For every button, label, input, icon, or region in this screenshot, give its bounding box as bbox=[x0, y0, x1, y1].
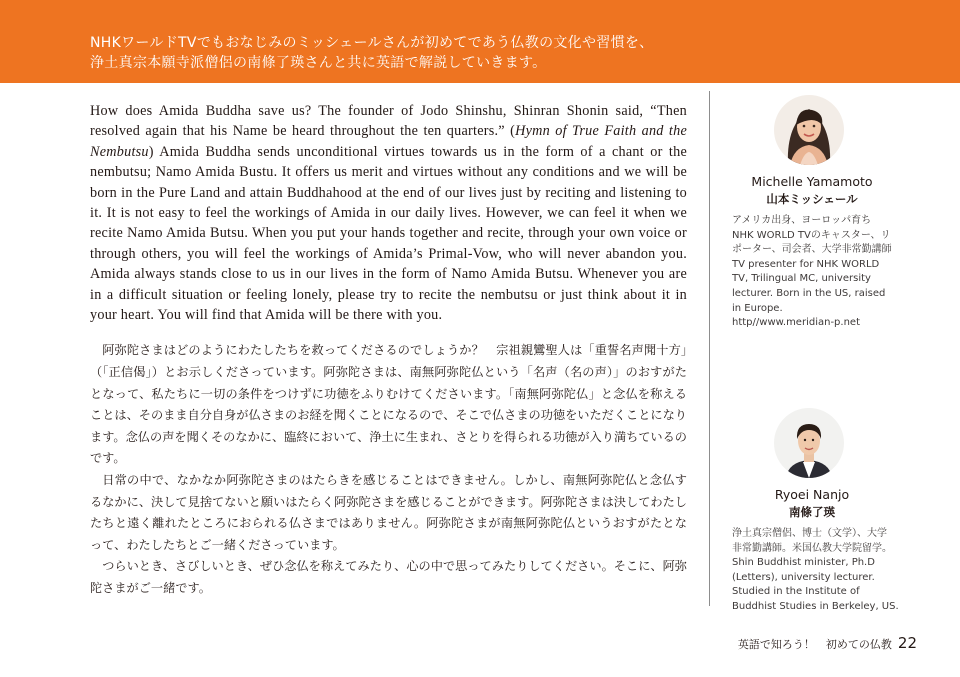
english-book-title: Hymn of True Faith and the Nembutsu bbox=[90, 123, 687, 160]
english-paragraph bbox=[90, 101, 687, 325]
bio-line: 浄土真宗僧侶、博士（文学）、大学 bbox=[732, 528, 887, 539]
japanese-paragraph-1: 阿弥陀さまはどのようにわたしたちを救ってくださるのでしょうか？ 宗祖親鸞聖人は「重誓名声聞十方」（「正信偈」）とお示しくださっています。阿弥陀さまは、南無阿弥陀仏という「名声（名の声）」のおすがたとなって、私たちに一切の条件をつけずに功徳をふりむけてくださいます。「南無阿弥陀仏」と念仏を称えることは、そのまま自分自身が仏さまのお経を聞くことになるので、そこで仏さまの功徳をいただくことになります。念仏の声を聞くそのなかに、臨終において、浄土に生まれ、さとりを得られる功徳が入り満ちているのです。 bbox=[90, 343, 687, 466]
english-text-part-2: ) Amida Buddha sends unconditional virtues towards us in the form of a chant or the nembutsu; Namo Amida Bustu. It offers us merit and virtues without any conditions and we will be born in the Pure Land and attain Buddhahood at the end of our lives just by reciting and listening to it. It is not easy to feel the workings of Amida in our daily lives. However, we can feel it when we recite Namo Amida Butsu. When you put your hands together and recite, through your own voice or through others, you will feel the workings of Amida’s Primal-Vow, who will never abandon you. Amida always stands close to us in our lives in the form of Namo Amida Butsu. Whenever you are in a difficult situation or feeling lonely, please try to recite the nembutsu or just think about it in your heart. You will find that Amida will be there with you. bbox=[90, 143, 687, 324]
bio-line: TV presenter for NHK WORLD bbox=[732, 258, 880, 270]
japanese-paragraph-3: つらいとき、さびしいとき、ぜひ念仏を称えてみたり、心の中で思ってみたりしてください。そこに、阿弥陀さまがご一緒です。 bbox=[90, 559, 687, 595]
japanese-text bbox=[90, 340, 687, 599]
bio-line: アメリカ出身、ヨーロッパ育ち bbox=[732, 215, 872, 226]
michelle-name-en: Michelle Yamamoto bbox=[751, 174, 873, 189]
bio-line: 非常勤講師。米国仏教大学院留学。 bbox=[732, 542, 892, 554]
michelle-bio bbox=[732, 214, 892, 331]
bio-line: Buddhist Studies in Berkeley, US. bbox=[732, 600, 899, 612]
bio-line: in Europe. bbox=[732, 302, 783, 314]
footer-series-title: 英語で知ろう！ 初めての仏教 bbox=[737, 638, 892, 651]
banner-line-2: 浄土真宗本願寺派僧侶の南條了瑛さんと共に英語で解説していきます。 bbox=[90, 55, 547, 71]
banner-text bbox=[90, 33, 654, 73]
banner-line-1: NHKワールドTVでもおなじみのミッシェールさんが初めてであう仏教の文化や習慣を、 bbox=[90, 35, 654, 51]
page-number: 22 bbox=[897, 634, 917, 652]
ryoei-name-ja: 南條了瑛 bbox=[789, 505, 835, 519]
bio-line: TV, Trilingual MC, university bbox=[732, 273, 871, 285]
english-text-part-1: How does Amida Buddha save us? The founder of Jodo Shinshu, Shinran Shonin said, “Then resolved again that his Name be heard throughout the ten quarters.” ( bbox=[90, 103, 687, 140]
bio-line: Studied in the Institute of bbox=[732, 586, 860, 598]
michelle-name-ja: 山本ミッシェール bbox=[766, 192, 858, 206]
page-footer bbox=[738, 634, 917, 652]
bio-line: lecturer. Born in the US, raised bbox=[732, 287, 886, 299]
column-divider bbox=[709, 91, 710, 606]
bio-line: Shin Buddhist minister, Ph.D bbox=[732, 557, 875, 569]
bio-line: NHK WORLD TVのキャスター、リ bbox=[732, 229, 891, 241]
profile-ryoei bbox=[732, 408, 899, 615]
bio-line: http//www.meridian-p.net bbox=[732, 317, 860, 329]
main-column bbox=[90, 101, 687, 600]
ryoei-bio bbox=[732, 527, 899, 615]
bio-line: (Letters), university lecturer. bbox=[732, 571, 875, 583]
bio-line: ポーター、司会者、大学非常勤講師 bbox=[732, 244, 892, 256]
header-banner bbox=[0, 0, 960, 83]
ryoei-name-en: Ryoei Nanjo bbox=[774, 487, 850, 502]
profile-michelle bbox=[732, 95, 892, 331]
michelle-portrait bbox=[774, 95, 844, 165]
japanese-paragraph-2: 日常の中で、なかなか阿弥陀さまのはたらきを感じることはできません。しかし、南無阿弥陀仏と念仏するなかに、決して見捨てないと願いはたらく阿弥陀さまを感じることができます。阿弥陀さまは決してわたしたちと遠く離れたところにおられる仏さまではありません。阿弥陀さまが南無阿弥陀仏というおすがたとなって、わたしたちとご一緒くださっています。 bbox=[90, 473, 687, 552]
ryoei-portrait bbox=[774, 408, 844, 478]
